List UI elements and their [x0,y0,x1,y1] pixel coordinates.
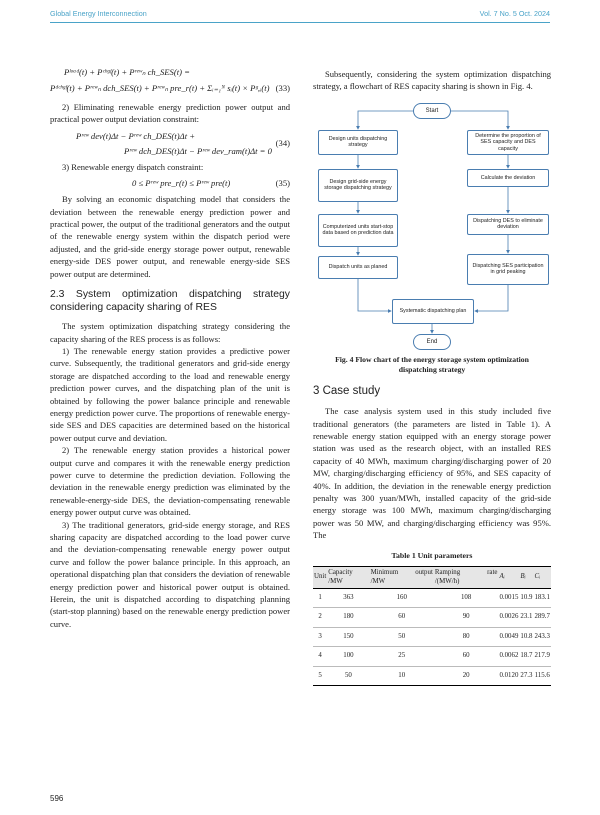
table-row [313,666,551,685]
flowchart-intro: Subsequently, considering the system optimization dispatching strategy, a flowchart of RES capacity sharing is shown in Fig. 4. [313,69,551,92]
table-cell: 4 [313,647,327,666]
flow-calc-deviation: Calculate the deviation [467,169,549,187]
table-cell: 3 [313,627,327,646]
table-header: Unit [313,567,327,589]
table-cell: 115.6 [533,666,551,685]
table-1-caption: Table 1 Unit parameters [391,550,473,560]
flow-design-grid-storage: Design grid-side energy storage dispatching strategy [318,169,398,202]
table-cell: 243.3 [533,627,551,646]
table-cell: 5 [313,666,327,685]
flow-start: Start [413,103,451,119]
page-number: 596 [50,794,64,803]
table-cell: 289.7 [533,608,551,627]
equation-35-line: 0 ≤ Pʳᵉʷ pre_r(t) ≤ Pʳᵉʷ pre(t) [132,177,231,188]
left-column [50,68,290,630]
table-row [313,627,551,646]
table-header: Minimum output /MW [370,567,434,589]
equation-33-number: (33) [275,83,290,93]
table-cell: 25 [370,647,434,666]
table-cell: 27.3 [519,666,533,685]
table-header: Cᵢ [533,567,551,589]
table-cell: 183.1 [533,588,551,607]
table-cell: 0.0049 [498,627,519,646]
table-header: Bᵢ [519,567,533,589]
table-header-row [313,567,551,589]
equation-34-line2: Pʳᵉʷ dch_DES(t)Δt − Pʳᵉʷ dev_ram(t)Δt = 0 [124,146,272,157]
constraint-3-text: 3) Renewable energy dispatch constraint: [62,162,204,173]
figure-4-caption: Fig. 4 Flow chart of the energy storage system optimization dispatching strategy [335,354,529,374]
table-cell: 100 [327,647,369,666]
section-3-heading: 3 Case study [313,384,381,397]
strategy-step-2: 2) The renewable energy station provides a historical power output curve and compares it with the renewable energy prediction power curve to determine the prediction deviation. Following the deviation in the renewable energy prediction was eliminated by the renewable-energy-side DES, the deviation-compensating renewable energy power output curve was obtained. [50,445,290,518]
flow-compute-start-stop: Computerized units start-stop data based on prediction data [318,214,398,247]
case-study-paragraph: The case analysis system used in this study included five traditional generators (the parameters are listed in Table 1). A renewable energy station equipped with an energy storage power station was used as the research object, with an installed RES capacity of 40 MWh, maximum charging/discharging power of 20 MW, charging/discharging efficiency of 95%, and SES capacity of 40%. In addition, the deviation in the renewable energy prediction penalty was 300 yuan/MWh, installed capacity of the grid-side energy storage was 100 MWh, maximum charging/discharging power was 50 MW, and charging/discharging efficiency was 95%. The [313,406,551,541]
table-cell: 150 [327,627,369,646]
strategy-step-3: 3) The traditional generators, grid-side energy storage, and RES sharing capacity are dispatched according to the load power curve and the deviation-compensating renewable energy power output curve and follow the power balance principle. In this approach, an operational dispatching plan that considers the deviation of renewable energy prediction power and historical power output is obtained. Herein, the unit is dispatched according to dispatching planning (start-stop planning) based on the renewable energy prediction power curve. [50,519,290,629]
flow-dispatch-des: Dispatching DES to eliminate deviation [467,214,549,235]
strategy-intro: The system optimization dispatching strategy considering the capacity sharing of the RES process is as follows: [50,321,290,344]
table-cell: 10.8 [519,627,533,646]
table-cell: 180 [327,608,369,627]
table-cell: 0.0015 [498,588,519,607]
right-column [313,68,551,686]
table-cell: 217.9 [533,647,551,666]
equation-33 [50,66,290,95]
header-rule [50,22,550,23]
table-header: Ramping rate /(MW/h) [434,567,499,589]
table-header: Aᵢ [498,567,519,589]
table-cell: 90 [434,608,499,627]
table-cell: 363 [327,588,369,607]
equation-34 [50,130,290,158]
table-cell: 23.1 [519,608,533,627]
table-cell: 50 [327,666,369,685]
strategy-step-1: 1) The renewable energy station provides a predictive power curve. Subsequently, the traditional generators and grid-side energy storage are dispatched according to the load and renewable energy prediction power curves, and the dispatching plan of the unit is obtained by following the power balance principle and renewable energy prediction power curve. The proportions of renewable energy-side SES and DES capacities are determined based on the historical power output curve and deviation. [50,345,290,443]
table-cell: 0.0120 [498,666,519,685]
table-cell: 160 [370,588,434,607]
table-cell: 18.7 [519,647,533,666]
equation-34-number: (34) [275,137,290,148]
table-cell: 0.0026 [498,608,519,627]
equation-33-line2: Pᵈᶜʰᵍᶠ(t) + Pʳᵉʷₙ dch_SES(t) + Pʳᵉʷₙ pre_r(t) + Σᵢ₌₁ᴺ sᵢ(t) × Pᵍ,ᵢ(t) [50,83,270,94]
equation-34-line1: Pʳᵉʷ dev(t)Δt − Pʳᵉʷ ch_DES(t)Δt + [76,130,196,141]
flow-system-plan: Systematic dispatching plan [392,299,474,324]
constraint-2-text: 2) Eliminating renewable energy prediction power output and practical power output deviation constraint: [50,101,290,125]
equation-35 [50,177,290,189]
table-cell: 60 [434,647,499,666]
table-row [313,608,551,627]
journal-name: Global Energy Interconnection [50,9,147,18]
solve-paragraph: By solving an economic dispatching model that considers the deviation between the renewable energy prediction power and practical power, the output of the traditional generators and the output of the renewable energy system within the dispatch period were adjusted, and the grid-side energy storage power output, renewable energy-side DES power output, and renewable energy-side SES power output are determined. [50,194,290,279]
table-cell: 80 [434,627,499,646]
table-header: Capacity /MW [327,567,369,589]
flowchart-fig4 [313,99,551,369]
flow-dispatch-units: Dispatch units as planed [318,256,398,279]
issue-info: Vol. 7 No. 5 Oct. 2024 [479,9,550,18]
unit-parameters-table [313,566,551,686]
table-row [313,588,551,607]
section-2-3-heading: 2.3 System optimization dispatching strategy considering capacity sharing of RES [50,289,290,314]
flow-determine-proportion: Determine the proportion of SES capacity and DES capacity [467,130,549,155]
flow-dispatch-ses: Dispatching SES participation in grid peaking [467,254,549,285]
table-row [313,647,551,666]
table-cell: 10 [370,666,434,685]
table-cell: 0.0062 [498,647,519,666]
table-cell: 50 [370,627,434,646]
flow-design-units: Design units dispatching strategy [318,130,398,155]
table-cell: 1 [313,588,327,607]
equation-33-line1: Pˡᵒᵃᵈ(t) + Pᶜʰᵍᶠ(t) + Pʳᵉʷₙ ch_SES(t) = [64,67,190,77]
table-cell: 60 [370,608,434,627]
table-cell: 20 [434,666,499,685]
table-cell: 2 [313,608,327,627]
equation-35-number: (35) [275,177,290,188]
running-header [50,6,550,22]
table-cell: 10.9 [519,588,533,607]
table-cell: 108 [434,588,499,607]
flow-end: End [413,334,451,350]
